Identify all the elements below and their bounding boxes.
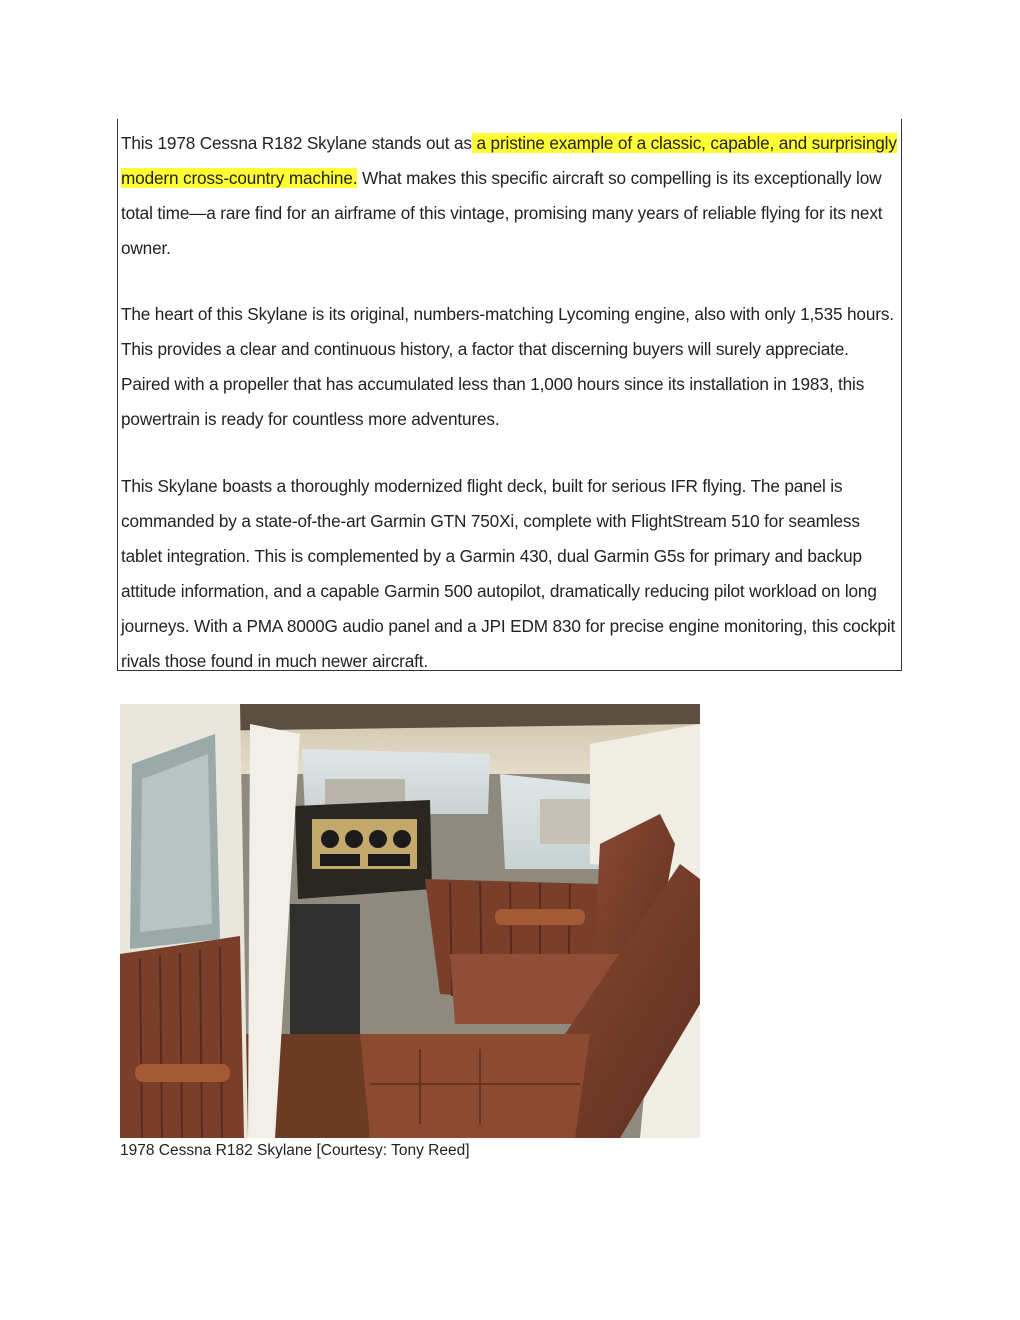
paragraph-engine: The heart of this Skylane is its original, numbers-matching Lycoming engine, also with only 1,535 hours. This provides a clear and continuous history, a factor that discerning buyers will surely appreciate. Paired with a propeller that has accumulated less than 1,000 hours since its installation in 1983, this powertrain is ready for countless more adventures.	[121, 304, 894, 429]
highlighted-phrase: a pristine example of a classic, capable, and surprisingly modern cross-country machine	[121, 133, 897, 188]
photo-caption: 1978 Cessna R182 Skylane [Courtesy: Tony Reed]	[120, 1142, 470, 1159]
paragraph-avionics: This Skylane boasts a thoroughly modernized flight deck, built for serious IFR flying. The panel is commanded by a state-of-the-art Garmin GTN 750Xi, complete with FlightStream 510 for seamless tablet integration. This is complemented by a Garmin 430, dual Garmin G5s for primary and backup attitude information, and a capable Garmin 500 autopilot, dramatically reducing pilot workload on long journeys. With a PMA 8000G audio panel and a JPI EDM 830 for precise engine monitoring, this cockpit rivals those found in much newer aircraft.	[121, 476, 896, 671]
cockpit-photo	[120, 704, 700, 1138]
highlighted-period: .	[352, 168, 358, 188]
intro-lead-text: This 1978 Cessna R182 Skylane stands out as	[121, 133, 472, 153]
article-text-box	[117, 119, 902, 671]
paragraph-intro	[121, 126, 901, 266]
intro-rest-text: What makes this specific aircraft so compelling is its exceptionally low total time—a rare find for an airframe of this vintage, promising many years of reliable flying for its next owner.	[121, 168, 883, 258]
